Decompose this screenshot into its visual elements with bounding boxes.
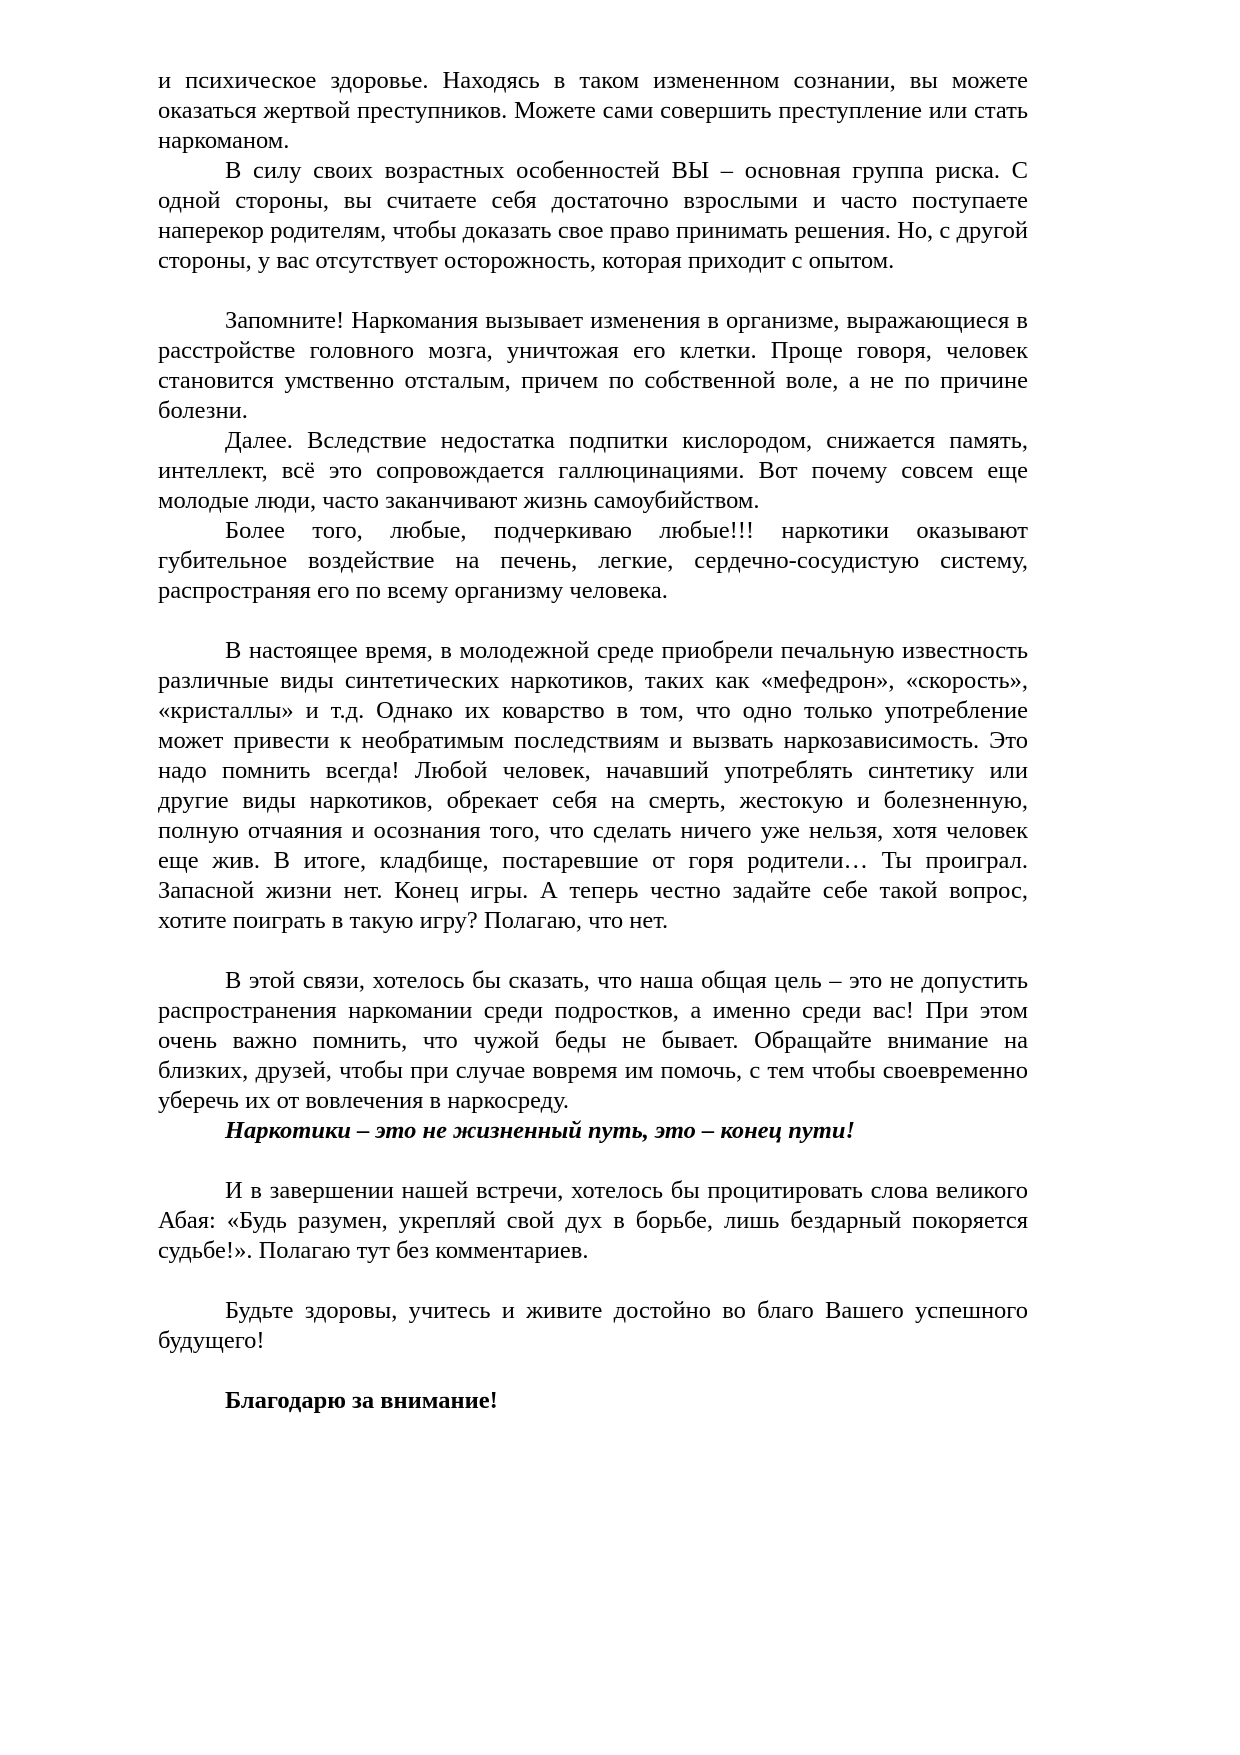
- paragraph-be-healthy: Будьте здоровы, учитесь и живите достойно во благо Вашего успешного будущего!: [158, 1297, 1028, 1354]
- paragraph-synthetic-drugs: В настоящее время, в молодежной среде приобрели печальную известность различные виды синтетических наркотиков, таких как «мефедрон», «скорость», «кристаллы» и т.д. Однако их коварство в том, что одно только употребление может привести к необратимым последствиям и вызвать наркозависимость. Это надо помнить всегда! Любой человек, начавший употреблять синтетику или другие виды наркотиков, обрекает себя на смерть, жестокую и болезненную, полную отчаяния и осознания того, что сделать ничего уже нельзя, хотя человек еще жив. В итоге, кладбище, постаревшие от горя родители… Ты проиграл. Запасной жизни нет. Конец игры. А теперь честно задайте себе такой вопрос, хотите поиграть в такую игру? Полагаю, что нет.: [158, 637, 1028, 934]
- paragraph-remember: Запомните! Наркомания вызывает изменения в организме, выражающиеся в расстройстве головного мозга, уничтожая его клетки. Проще говоря, человек становится умственно отсталым, причем по собственной воле, а не по причине болезни.: [158, 307, 1028, 424]
- paragraph-spacer: [158, 606, 1028, 636]
- document-page: [158, 66, 1028, 1416]
- paragraph-common-goal: В этой связи, хотелось бы сказать, что наша общая цель – это не допустить распространения наркомании среди подростков, а именно среди вас! При этом очень важно помнить, что чужой беды не бывает. Обращайте внимание на близких, друзей, чтобы при случае вовремя им помочь, с тем чтобы своевременно уберечь их от вовлечения в наркосреду.: [158, 967, 1028, 1114]
- paragraph-moreover: Более того, любые, подчеркиваю любые!!! наркотики оказывают губительное воздействие на печень, легкие, сердечно-сосудистую систему, распространяя его по всему организму человека.: [158, 517, 1028, 604]
- paragraph-abai-quote: И в завершении нашей встречи, хотелось бы процитировать слова великого Абая: «Будь разумен, укрепляй свой дух в борьбе, лишь бездарный покоряется судьбе!». Полагаю тут без комментариев.: [158, 1177, 1028, 1264]
- paragraph-spacer: [158, 276, 1028, 306]
- paragraph-further: Далее. Вследствие недостатка подпитки кислородом, снижается память, интеллект, всё это сопровождается галлюцинациями. Вот почему совсем еще молодые люди, часто заканчивают жизнь самоубийством.: [158, 427, 1028, 514]
- paragraph-spacer: [158, 1266, 1028, 1296]
- paragraph-mental-health: и психическое здоровье. Находясь в таком измененном сознании, вы можете оказаться жертвой преступников. Можете сами совершить преступление или стать наркоманом.: [158, 67, 1028, 154]
- paragraph-spacer: [158, 1356, 1028, 1386]
- paragraph-risk-group: В силу своих возрастных особенностей ВЫ – основная группа риска. С одной стороны, вы считаете себя достаточно взрослыми и часто поступаете наперекор родителям, чтобы доказать свое право принимать решения. Но, с другой стороны, у вас отсутствует осторожность, которая приходит с опытом.: [158, 157, 1028, 274]
- closing-thanks: Благодарю за внимание!: [225, 1387, 498, 1414]
- motto-text: Наркотики – это не жизненный путь, это – конец пути!: [225, 1117, 856, 1144]
- paragraph-spacer: [158, 936, 1028, 966]
- paragraph-spacer: [158, 1146, 1028, 1176]
